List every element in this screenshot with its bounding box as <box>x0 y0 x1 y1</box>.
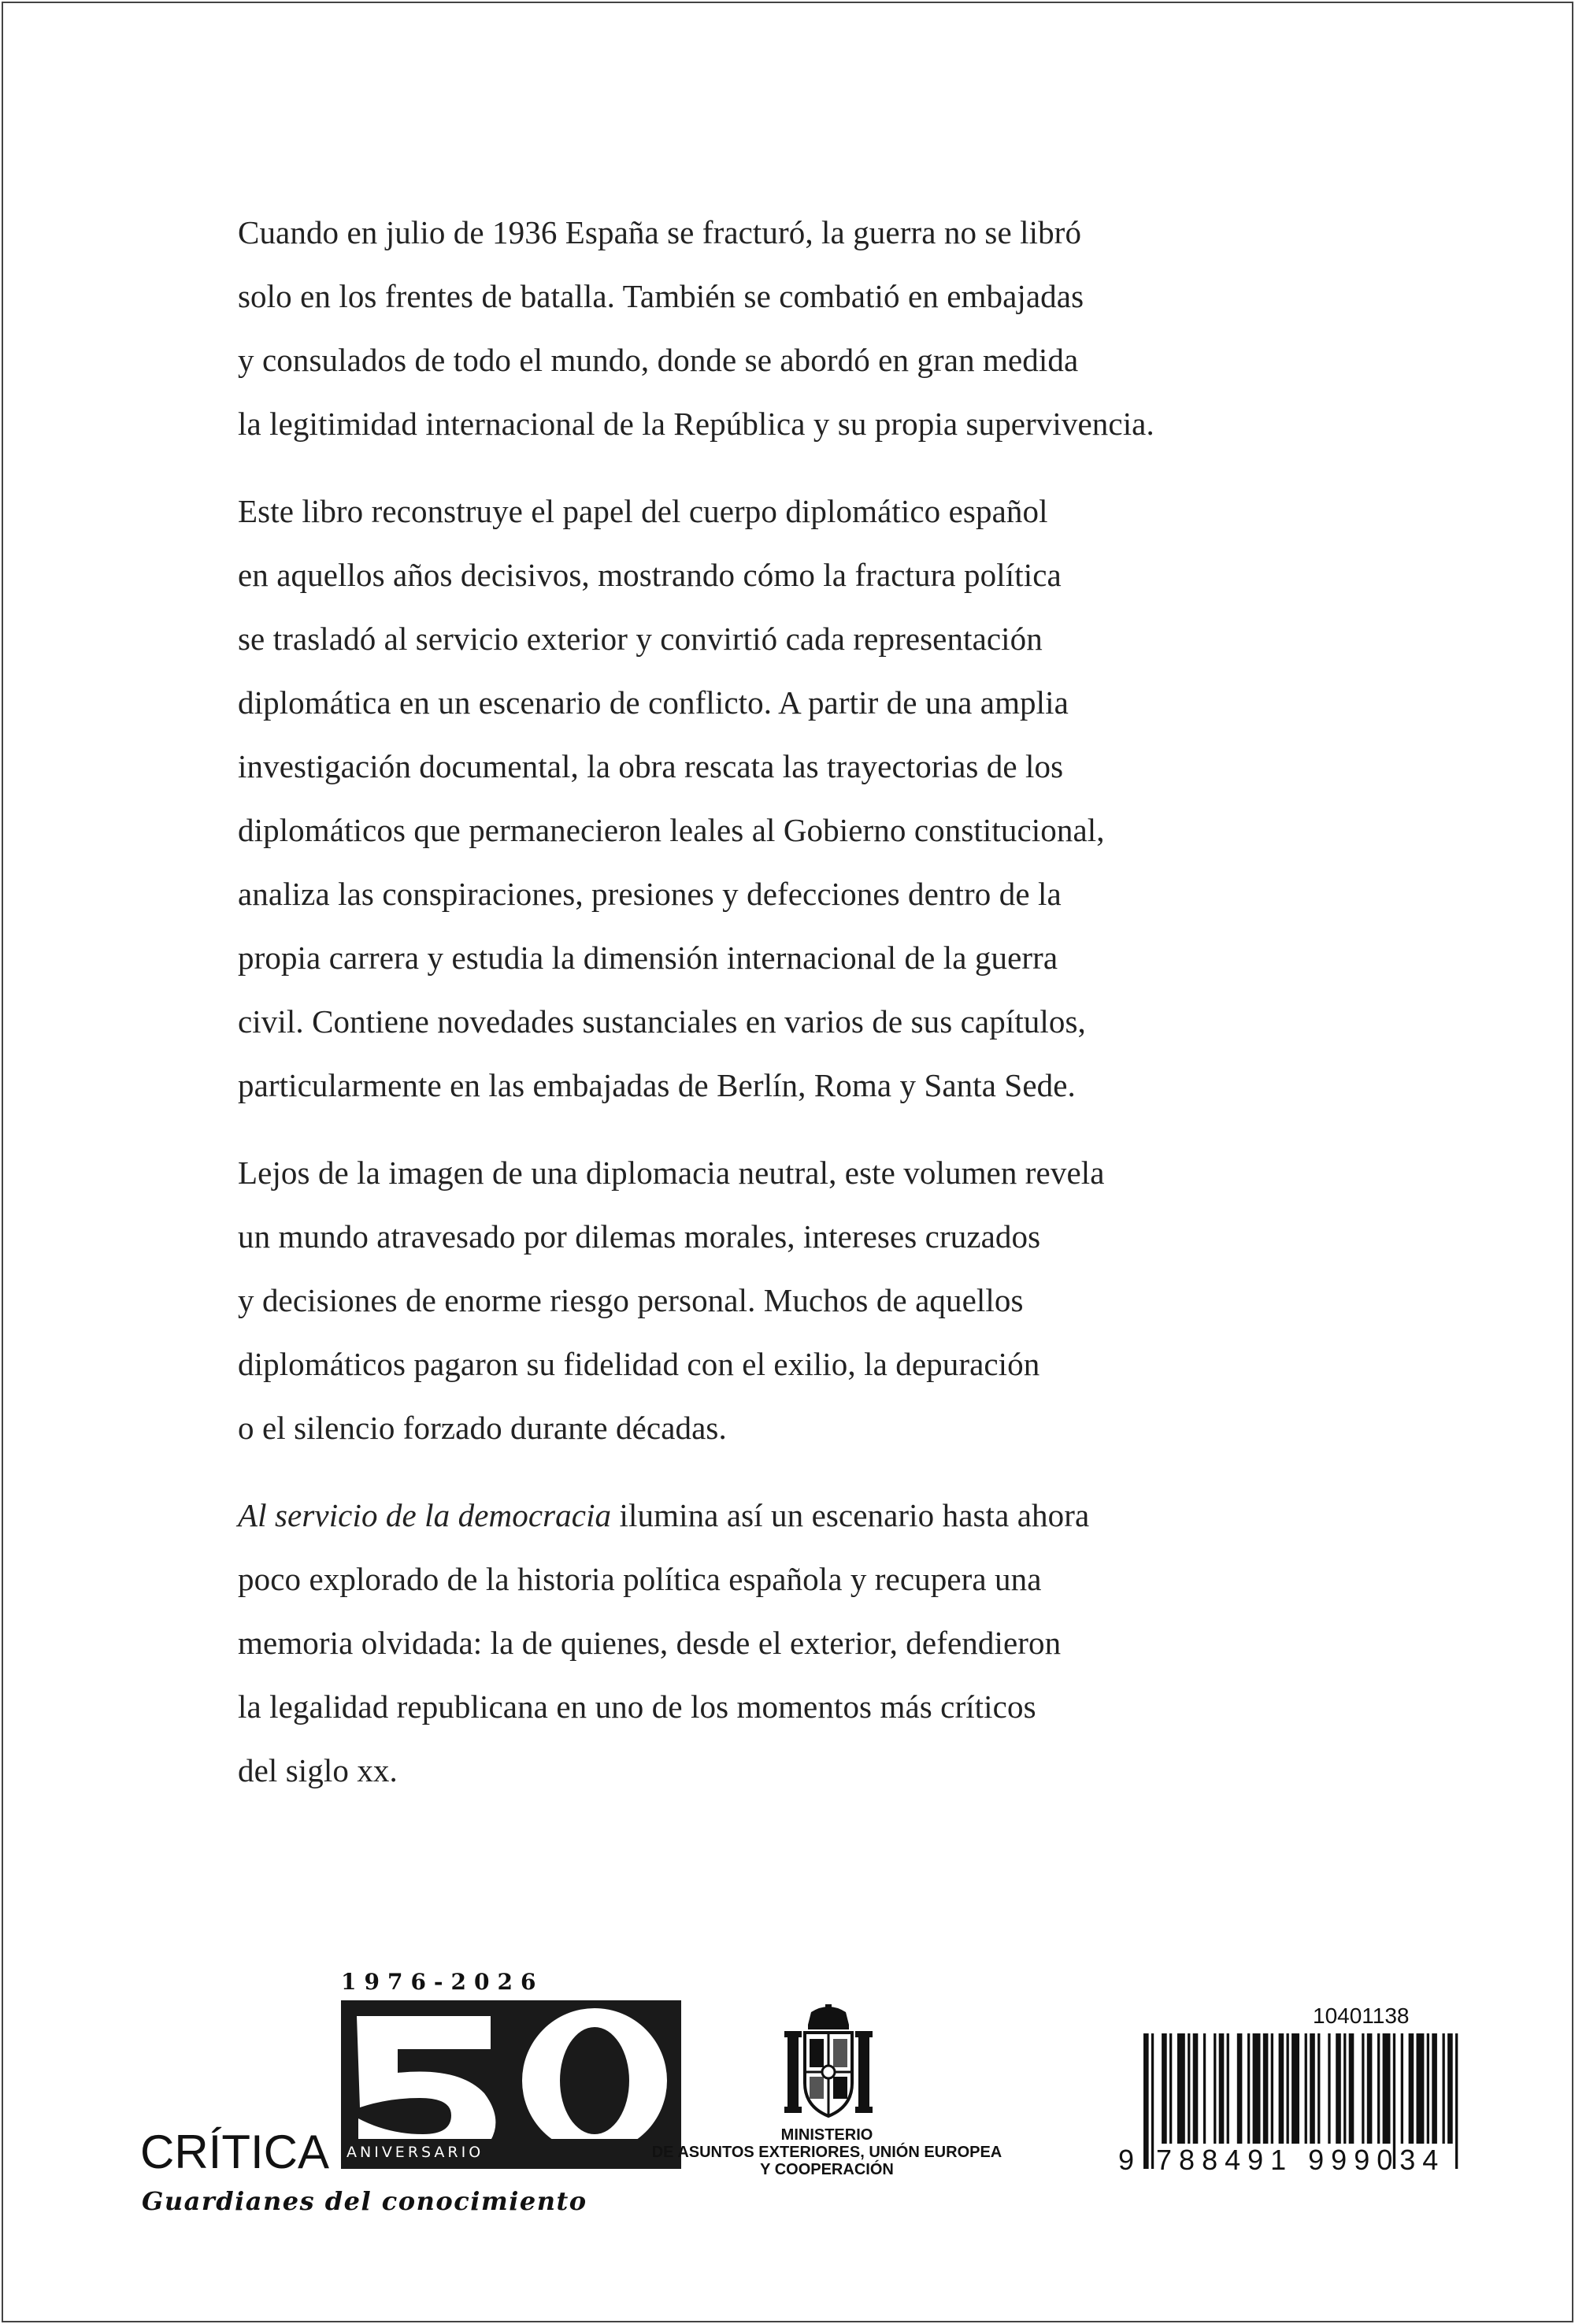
publisher-name: CRÍTICA <box>140 2126 329 2178</box>
ministry-logo <box>646 2004 1008 2185</box>
blurb-line: y consulados de todo el mundo, donde se abordó en gran medida <box>238 342 1079 378</box>
barcode-bar <box>1287 2033 1289 2144</box>
barcode-bar <box>1362 2033 1364 2144</box>
ministry-line: Y COOPERACIÓN <box>760 2161 894 2178</box>
blurb-line: Lejos de la imagen de una diplomacia neutral, este volumen revela <box>238 1155 1105 1191</box>
blurb-paragraph-3 <box>238 1141 1403 1460</box>
blurb-line: memoria olvidada: la de quienes, desde el exterior, defendieron <box>238 1625 1062 1661</box>
blurb-line: propia carrera y estudia la dimensión internacional de la guerra <box>238 940 1058 976</box>
barcode-bar <box>1237 2033 1243 2144</box>
barcode-bar <box>1305 2033 1307 2144</box>
blurb-line <box>238 1484 1403 1547</box>
blurb-line: y decisiones de enorme riesgo personal. Muchos de aquellos <box>238 1282 1024 1318</box>
barcode-bar <box>1443 2033 1445 2144</box>
barcode-bar <box>1279 2033 1284 2144</box>
barcode-bar <box>1367 2033 1373 2144</box>
barcode-bar <box>1177 2033 1185 2144</box>
barcode-bar <box>1401 2033 1403 2144</box>
blurb-line: civil. Contiene novedades sustanciales en varios de sus capítulos, <box>238 1003 1086 1040</box>
blurb-paragraph-1 <box>238 201 1403 456</box>
blurb-line: un mundo atravesado por dilemas morales, intereses cruzados <box>238 1218 1041 1255</box>
anniversary-years: 1976-2026 <box>341 1969 544 1995</box>
barcode-bar <box>1383 2033 1391 2144</box>
critica-50-logo <box>140 1969 587 2229</box>
ministry-text <box>646 2126 1008 2178</box>
anniversary-label: ANIVERSARIO <box>346 2144 484 2161</box>
barcode-bar <box>1271 2033 1273 2144</box>
barcode-bar <box>1427 2033 1429 2144</box>
barcode-bar <box>1227 2033 1229 2144</box>
blurb-line: en aquellos años decisivos, mostrando cómo la fractura política <box>238 557 1062 593</box>
barcode-bar <box>1219 2033 1225 2144</box>
blurb-line: solo en los frentes de batalla. También se combatió en embajadas <box>238 278 1084 314</box>
barcode-bar <box>1336 2033 1341 2144</box>
barcode-bar <box>1447 2033 1453 2144</box>
ministry-line: DE ASUNTOS EXTERIORES, UNIÓN EUROPEA <box>651 2144 1002 2161</box>
blurb-line: Este libro reconstruye el papel del cuerpo diplomático español <box>238 493 1048 529</box>
isbn-number: 9 788491 999034 <box>1118 2144 1446 2176</box>
blurb-line: poco explorado de la historia política española y recupera una <box>238 1561 1042 1597</box>
blurb-line: diplomáticos que permanecieron leales al Gobierno constitucional, <box>238 812 1105 848</box>
blurb-line: la legitimidad internacional de la República y su propia supervivencia. <box>238 406 1154 442</box>
blurb-line: particularmente en las embajadas de Berlín, Roma y Santa Sede. <box>238 1067 1076 1103</box>
blurb-line: del siglo xx. <box>238 1752 398 1788</box>
barcode-bar <box>1292 2033 1299 2144</box>
barcode-bar <box>1162 2033 1167 2144</box>
back-cover-blurb <box>238 201 1403 1826</box>
barcode-bar <box>1432 2033 1437 2144</box>
ministry-line: MINISTERIO <box>780 2126 873 2144</box>
barcode-bar <box>1193 2033 1199 2144</box>
blurb-paragraph-2 <box>238 480 1403 1118</box>
publisher-slogan: Guardianes del conocimiento <box>142 2186 587 2216</box>
barcode-bar <box>1377 2033 1380 2144</box>
blurb-line: la legalidad republicana en uno de los momentos más críticos <box>238 1688 1036 1725</box>
barcode-bar <box>1317 2033 1320 2144</box>
blurb-line: Cuando en julio de 1936 España se fracturó, la guerra no se libró <box>238 214 1082 250</box>
barcode-bar <box>1409 2033 1414 2144</box>
blurb-line-rest: ilumina así un escenario hasta ahora <box>611 1497 1090 1533</box>
barcode-bar <box>1188 2033 1190 2144</box>
blurb-line: analiza las conspiraciones, presiones y defecciones dentro de la <box>238 876 1062 912</box>
blurb-line: o el silencio forzado durante décadas. <box>238 1410 727 1446</box>
blurb-line: diplomáticos pagaron su fidelidad con el exilio, la depuración <box>238 1346 1040 1382</box>
spanish-coat-of-arms-icon <box>781 2004 876 2122</box>
barcode-bar <box>1349 2033 1354 2144</box>
book-title-italic: Al servicio de la democracia <box>238 1497 612 1533</box>
barcode-bar <box>1263 2033 1269 2144</box>
barcode-bar <box>1310 2033 1315 2144</box>
barcode-bar <box>1203 2033 1206 2144</box>
barcode-bar <box>1417 2033 1425 2144</box>
blurb-line: diplomática en un escenario de conflicto. A partir de una amplia <box>238 684 1069 721</box>
barcode-bar <box>1214 2033 1216 2144</box>
barcode-bar <box>1343 2033 1346 2144</box>
blurb-paragraph-4 <box>238 1484 1403 1803</box>
barcode-bar <box>1253 2033 1261 2144</box>
product-code: 10401138 <box>1313 2003 1410 2028</box>
barcode-bar <box>1247 2033 1250 2144</box>
barcode-bar <box>1169 2033 1172 2144</box>
barcode-bar <box>1328 2033 1330 2144</box>
blurb-line: investigación documental, la obra rescata las trayectorias de los <box>238 748 1064 784</box>
blurb-line: se trasladó al servicio exterior y convirtió cada representación <box>238 621 1043 657</box>
